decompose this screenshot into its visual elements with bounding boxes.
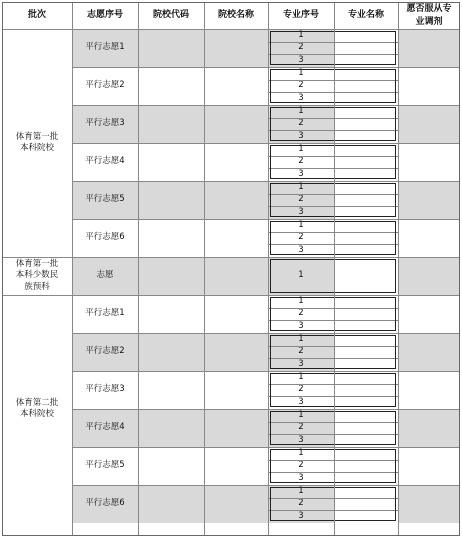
major-number-cell: 3 (268, 472, 334, 485)
school-code-field[interactable] (138, 257, 204, 295)
major-number-cell: 1 (268, 257, 334, 295)
adjust-field[interactable] (398, 257, 460, 295)
major-name-field[interactable] (334, 308, 398, 321)
header-wish-number: 志愿序号 (86, 10, 123, 21)
major-name-field[interactable] (334, 92, 398, 105)
row-divider (72, 371, 460, 372)
header-major-name: 专业名称 (347, 10, 384, 21)
major-number-cell: 1 (268, 181, 334, 194)
major-row-divider (268, 346, 398, 347)
major-number-cell: 2 (268, 308, 334, 321)
school-name-field[interactable] (204, 409, 268, 447)
wish-cell: 平行志愿3 (72, 105, 138, 143)
header-school-name: 院校名称 (217, 10, 254, 21)
school-code-field[interactable] (138, 409, 204, 447)
school-name-field[interactable] (204, 257, 268, 295)
school-code-field[interactable] (138, 105, 204, 143)
adjust-field[interactable] (398, 295, 460, 333)
major-row-divider (268, 168, 398, 169)
major-number-cell: 3 (268, 434, 334, 447)
major-name-field[interactable] (334, 244, 398, 257)
wish-cell: 平行志愿1 (72, 295, 138, 333)
major-number-cell: 1 (268, 333, 334, 346)
major-row-divider (268, 54, 398, 55)
section-divider (2, 295, 460, 296)
major-name-field[interactable] (334, 371, 398, 384)
major-name-field[interactable] (334, 194, 398, 207)
major-row-divider (268, 42, 398, 43)
major-name-field[interactable] (334, 409, 398, 422)
major-number-cell: 3 (268, 396, 334, 409)
wish-cell: 平行志愿4 (72, 409, 138, 447)
school-name-field[interactable] (204, 67, 268, 105)
major-name-field[interactable] (334, 396, 398, 409)
major-number-cell: 2 (268, 498, 334, 511)
wish-cell: 平行志愿2 (72, 333, 138, 371)
major-row-divider (268, 498, 398, 499)
adjust-field[interactable] (398, 105, 460, 143)
major-name-field[interactable] (334, 219, 398, 232)
major-number-cell: 2 (268, 346, 334, 359)
major-number-cell: 2 (268, 118, 334, 131)
major-name-field[interactable] (334, 320, 398, 333)
row-divider (72, 333, 460, 334)
adjust-field[interactable] (398, 143, 460, 181)
major-number-cell: 1 (268, 219, 334, 232)
wish-cell: 平行志愿1 (72, 29, 138, 67)
column-divider (72, 2, 73, 536)
major-row-divider (268, 434, 398, 435)
adjust-field[interactable] (398, 409, 460, 447)
adjust-field[interactable] (398, 219, 460, 257)
school-name-field[interactable] (204, 29, 268, 67)
school-code-field[interactable] (138, 67, 204, 105)
column-divider (398, 2, 399, 536)
major-number-cell: 3 (268, 54, 334, 67)
row-divider (72, 485, 460, 486)
major-number-cell: 2 (268, 194, 334, 207)
major-number-cell: 2 (268, 422, 334, 435)
adjust-field[interactable] (398, 447, 460, 485)
major-row-divider (268, 384, 398, 385)
major-name-field[interactable] (334, 498, 398, 511)
header-batch: 批次 (27, 10, 46, 21)
adjust-field[interactable] (398, 371, 460, 409)
major-name-field[interactable] (334, 130, 398, 143)
major-number-cell: 3 (268, 206, 334, 219)
major-name-field[interactable] (334, 118, 398, 131)
major-row-divider (268, 118, 398, 119)
major-name-field[interactable] (334, 422, 398, 435)
major-name-field[interactable] (334, 358, 398, 371)
major-number-cell: 2 (268, 384, 334, 397)
major-name-field[interactable] (334, 434, 398, 447)
batch-cell: 体育第一批 本科院校 (2, 29, 72, 257)
adjust-field[interactable] (398, 67, 460, 105)
major-row-divider (268, 156, 398, 157)
major-name-field[interactable] (334, 346, 398, 359)
major-name-field[interactable] (334, 143, 398, 156)
row-divider (72, 67, 460, 68)
row-divider (72, 143, 460, 144)
column-divider (268, 2, 269, 536)
major-number-cell: 1 (268, 295, 334, 308)
major-name-field[interactable] (334, 485, 398, 498)
major-number-cell: 1 (268, 105, 334, 118)
major-name-field[interactable] (334, 384, 398, 397)
school-name-field[interactable] (204, 447, 268, 485)
school-name-field[interactable] (204, 219, 268, 257)
adjust-field[interactable] (398, 485, 460, 523)
major-name-field[interactable] (334, 257, 398, 295)
major-number-cell: 1 (268, 29, 334, 42)
header-accept-adjustment: 愿否服从专 业调剂 (406, 4, 452, 27)
school-code-field[interactable] (138, 295, 204, 333)
major-name-field[interactable] (334, 206, 398, 219)
major-row-divider (268, 358, 398, 359)
major-name-field[interactable] (334, 295, 398, 308)
school-name-field[interactable] (204, 181, 268, 219)
major-number-cell: 3 (268, 510, 334, 523)
major-number-cell: 2 (268, 156, 334, 169)
major-number-cell: 1 (268, 143, 334, 156)
section-divider (2, 257, 460, 258)
major-name-field[interactable] (334, 460, 398, 473)
major-row-divider (268, 80, 398, 81)
wish-cell: 平行志愿4 (72, 143, 138, 181)
major-name-field[interactable] (334, 54, 398, 67)
major-row-divider (268, 308, 398, 309)
school-code-field[interactable] (138, 181, 204, 219)
major-name-field[interactable] (334, 232, 398, 245)
major-row-divider (268, 472, 398, 473)
major-row-divider (268, 422, 398, 423)
major-name-field[interactable] (334, 168, 398, 181)
school-code-field[interactable] (138, 143, 204, 181)
major-number-cell: 3 (268, 320, 334, 333)
wish-cell: 平行志愿6 (72, 485, 138, 523)
school-code-field[interactable] (138, 447, 204, 485)
major-row-divider (268, 92, 398, 93)
major-row-divider (268, 232, 398, 233)
major-number-cell: 1 (268, 485, 334, 498)
volunteer-application-table (2, 2, 460, 536)
batch-cell: 体育第二批 本科院校 (2, 295, 72, 523)
header-school-code: 院校代码 (152, 10, 189, 21)
major-name-field[interactable] (334, 67, 398, 80)
school-name-field[interactable] (204, 485, 268, 523)
major-number-cell: 3 (268, 244, 334, 257)
school-name-field[interactable] (204, 333, 268, 371)
major-row-divider (268, 396, 398, 397)
section-divider (2, 29, 460, 30)
column-divider (334, 2, 335, 536)
header-major-number: 专业序号 (282, 10, 319, 21)
school-name-field[interactable] (204, 105, 268, 143)
row-divider (72, 219, 460, 220)
school-code-field[interactable] (138, 29, 204, 67)
major-row-divider (268, 194, 398, 195)
major-name-field[interactable] (334, 333, 398, 346)
row-divider (72, 409, 460, 410)
major-name-field[interactable] (334, 80, 398, 93)
major-row-divider (268, 510, 398, 511)
school-name-field[interactable] (204, 371, 268, 409)
major-row-divider (268, 130, 398, 131)
major-name-field[interactable] (334, 29, 398, 42)
adjust-field[interactable] (398, 181, 460, 219)
wish-cell: 平行志愿3 (72, 371, 138, 409)
major-number-cell: 3 (268, 92, 334, 105)
major-name-field[interactable] (334, 42, 398, 55)
wish-cell: 平行志愿5 (72, 447, 138, 485)
major-number-cell: 2 (268, 42, 334, 55)
major-number-cell: 1 (268, 371, 334, 384)
adjust-field[interactable] (398, 333, 460, 371)
school-name-field[interactable] (204, 143, 268, 181)
major-name-field[interactable] (334, 156, 398, 169)
row-divider (72, 181, 460, 182)
major-name-field[interactable] (334, 181, 398, 194)
major-row-divider (268, 206, 398, 207)
major-number-cell: 3 (268, 168, 334, 181)
major-name-field[interactable] (334, 510, 398, 523)
school-code-field[interactable] (138, 219, 204, 257)
major-name-field[interactable] (334, 472, 398, 485)
major-number-cell: 2 (268, 232, 334, 245)
major-number-cell: 2 (268, 80, 334, 93)
wish-cell: 平行志愿6 (72, 219, 138, 257)
school-code-field[interactable] (138, 485, 204, 523)
school-code-field[interactable] (138, 333, 204, 371)
row-divider (72, 447, 460, 448)
column-divider (138, 2, 139, 536)
major-number-cell: 2 (268, 460, 334, 473)
adjust-field[interactable] (398, 29, 460, 67)
column-divider (204, 2, 205, 536)
major-row-divider (268, 244, 398, 245)
major-number-cell: 3 (268, 130, 334, 143)
major-number-cell: 1 (268, 447, 334, 460)
school-code-field[interactable] (138, 371, 204, 409)
major-row-divider (268, 320, 398, 321)
wish-cell: 志愿 (72, 257, 138, 295)
batch-cell: 体育第一批 本科少数民 族预科 (2, 257, 72, 295)
wish-cell: 平行志愿5 (72, 181, 138, 219)
major-name-field[interactable] (334, 447, 398, 460)
school-name-field[interactable] (204, 295, 268, 333)
wish-cell: 平行志愿2 (72, 67, 138, 105)
row-divider (72, 105, 460, 106)
major-number-cell: 3 (268, 358, 334, 371)
major-number-cell: 1 (268, 409, 334, 422)
major-name-field[interactable] (334, 105, 398, 118)
major-row-divider (268, 460, 398, 461)
major-number-cell: 1 (268, 67, 334, 80)
